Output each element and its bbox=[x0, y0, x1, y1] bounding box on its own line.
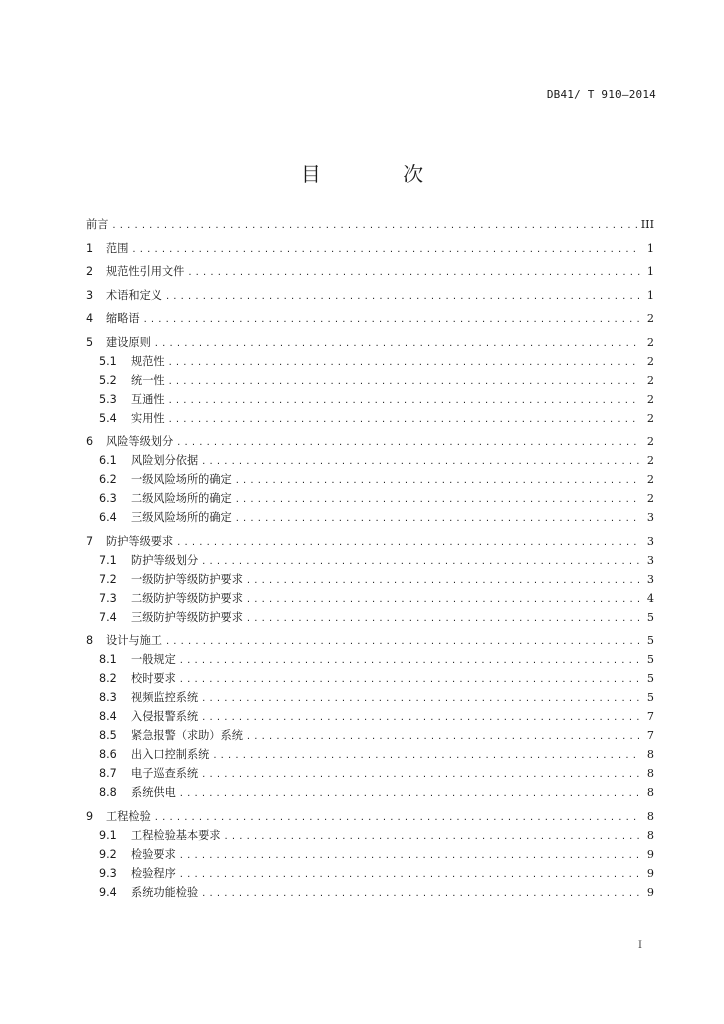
toc-entry-number: 8.5 bbox=[99, 729, 117, 742]
toc-entry-page: 7 bbox=[646, 710, 654, 723]
toc-entry[interactable] bbox=[86, 670, 654, 689]
toc-entry-number: 4 bbox=[86, 312, 94, 325]
toc-entry-label: 统一性 bbox=[131, 373, 165, 387]
toc-entry-number: 1 bbox=[86, 241, 94, 255]
toc-entry-page: 5 bbox=[646, 634, 654, 647]
toc-dot-leader bbox=[177, 537, 640, 548]
toc-entry-number: 6.3 bbox=[99, 492, 117, 505]
toc-dot-leader bbox=[202, 712, 640, 723]
toc-entry-number: 8.4 bbox=[99, 710, 117, 723]
toc-entry-page: 8 bbox=[646, 748, 654, 761]
toc-entry-page: 5 bbox=[646, 610, 654, 624]
toc-entry-label: 出入口控制系统 bbox=[131, 748, 210, 761]
toc-dot-leader bbox=[180, 655, 640, 666]
toc-entry-page: 3 bbox=[646, 511, 654, 524]
toc-entry[interactable] bbox=[86, 240, 654, 259]
toc-entry-number: 6.1 bbox=[99, 454, 117, 467]
toc-entry-label: 系统功能检验 bbox=[131, 885, 199, 899]
toc-entry-number: 8.2 bbox=[99, 672, 117, 685]
toc-entry[interactable] bbox=[86, 490, 654, 509]
toc-entry-page: 9 bbox=[646, 866, 654, 880]
toc-dot-leader bbox=[236, 494, 640, 505]
toc-entry-number: 7.2 bbox=[99, 572, 117, 586]
toc-dot-leader bbox=[202, 556, 640, 567]
toc-entry-label: 设计与施工 bbox=[106, 634, 162, 647]
toc-entry-page: 2 bbox=[646, 435, 654, 448]
toc-entry-label: 术语和定义 bbox=[106, 288, 162, 302]
toc-entry-page: 1 bbox=[646, 265, 654, 278]
toc-entry-label: 前言 bbox=[86, 218, 109, 231]
toc-entry-label: 工程检验基本要求 bbox=[131, 828, 221, 842]
toc-entry-number: 5.3 bbox=[99, 392, 117, 406]
toc-entry-label: 范围 bbox=[106, 241, 129, 255]
toc-entry-number: 9.3 bbox=[99, 866, 117, 880]
toc-dot-leader bbox=[112, 220, 636, 231]
toc-dot-leader bbox=[213, 750, 640, 761]
toc-dot-leader bbox=[144, 314, 640, 325]
toc-entry-label: 一级风险场所的确定 bbox=[131, 473, 232, 486]
toc-entry[interactable] bbox=[86, 689, 654, 708]
toc-entry[interactable] bbox=[86, 632, 654, 651]
toc-entry[interactable] bbox=[86, 471, 654, 490]
toc-entry-page: 2 bbox=[646, 492, 654, 505]
toc-entry[interactable] bbox=[86, 334, 654, 353]
toc-entry[interactable] bbox=[86, 727, 654, 746]
toc-entry-number: 9 bbox=[86, 809, 94, 823]
footer-page-number: I bbox=[638, 940, 642, 951]
toc-entry[interactable] bbox=[86, 452, 654, 471]
toc-entry-number: 7.4 bbox=[99, 610, 117, 624]
toc-entry-page: 4 bbox=[646, 591, 654, 605]
toc-entry[interactable] bbox=[86, 765, 654, 784]
toc-entry[interactable] bbox=[86, 708, 654, 727]
toc-entry-page: 9 bbox=[646, 847, 654, 861]
toc-entry-label: 视频监控系统 bbox=[131, 691, 199, 704]
toc-entry-number: 3 bbox=[86, 288, 94, 302]
toc-entry-number: 2 bbox=[86, 265, 94, 278]
toc-dot-leader bbox=[169, 395, 640, 406]
toc-entry-number: 8.6 bbox=[99, 748, 117, 761]
toc-dot-leader bbox=[169, 414, 640, 425]
toc-entry-number: 7.1 bbox=[99, 553, 117, 567]
toc-entry[interactable] bbox=[86, 263, 654, 282]
toc-entry-number: 8.1 bbox=[99, 653, 117, 666]
toc-dot-leader bbox=[236, 513, 640, 524]
toc-entry-label: 防护等级要求 bbox=[106, 534, 174, 548]
toc-dot-leader bbox=[180, 674, 640, 685]
toc-entry[interactable] bbox=[86, 884, 654, 903]
toc-entry-page: 8 bbox=[646, 809, 654, 823]
toc-dot-leader bbox=[236, 475, 640, 486]
toc-entry[interactable] bbox=[86, 609, 654, 628]
toc-entry[interactable] bbox=[86, 865, 654, 884]
toc-entry[interactable] bbox=[86, 827, 654, 846]
toc-entry[interactable] bbox=[86, 808, 654, 827]
toc-dot-leader bbox=[225, 831, 640, 842]
toc-entry-page: 7 bbox=[646, 729, 654, 742]
toc-entry-page: 2 bbox=[646, 454, 654, 467]
toc-dot-leader bbox=[132, 244, 640, 255]
toc-dot-leader bbox=[169, 376, 640, 387]
toc-entry-page: 8 bbox=[646, 786, 654, 799]
toc-entry[interactable] bbox=[86, 571, 654, 590]
toc-entry-page: 2 bbox=[646, 335, 654, 349]
table-of-contents bbox=[86, 216, 654, 903]
toc-entry-number: 7.3 bbox=[99, 591, 117, 605]
toc-entry-page: 5 bbox=[646, 653, 654, 666]
toc-entry-page: 5 bbox=[646, 672, 654, 685]
toc-entry-number: 5.4 bbox=[99, 411, 117, 425]
toc-entry-label: 三级风险场所的确定 bbox=[131, 511, 232, 524]
toc-entry-page: 2 bbox=[646, 373, 654, 387]
toc-entry[interactable] bbox=[86, 846, 654, 865]
toc-entry-number: 6.2 bbox=[99, 473, 117, 486]
toc-entry-page: 1 bbox=[646, 241, 654, 255]
toc-entry-number: 9.1 bbox=[99, 828, 117, 842]
toc-entry-number: 8.8 bbox=[99, 786, 117, 799]
toc-dot-leader bbox=[247, 613, 640, 624]
toc-entry-number: 7 bbox=[86, 534, 94, 548]
toc-entry-number: 9.2 bbox=[99, 847, 117, 861]
toc-entry[interactable] bbox=[86, 784, 654, 803]
toc-entry-label: 检验程序 bbox=[131, 866, 176, 880]
toc-entry-label: 检验要求 bbox=[131, 847, 176, 861]
toc-entry[interactable] bbox=[86, 651, 654, 670]
toc-entry-page: 1 bbox=[646, 288, 654, 302]
toc-entry-label: 缩略语 bbox=[106, 312, 140, 325]
toc-dot-leader bbox=[180, 788, 640, 799]
toc-entry[interactable] bbox=[86, 391, 654, 410]
toc-entry-page: 5 bbox=[646, 691, 654, 704]
toc-entry[interactable] bbox=[86, 287, 654, 306]
toc-entry-page: 3 bbox=[646, 572, 654, 586]
toc-entry-label: 实用性 bbox=[131, 411, 165, 425]
toc-dot-leader bbox=[155, 812, 640, 823]
toc-entry-number: 5.1 bbox=[99, 354, 117, 368]
toc-entry-number: 6.4 bbox=[99, 511, 117, 524]
toc-dot-leader bbox=[180, 850, 640, 861]
toc-dot-leader bbox=[166, 636, 640, 647]
toc-entry[interactable] bbox=[86, 590, 654, 609]
toc-entry[interactable] bbox=[86, 552, 654, 571]
toc-entry-page: 2 bbox=[646, 354, 654, 368]
toc-dot-leader bbox=[202, 456, 640, 467]
toc-dot-leader bbox=[202, 888, 640, 899]
toc-entry[interactable] bbox=[86, 746, 654, 765]
toc-entry[interactable] bbox=[86, 353, 654, 372]
toc-entry-page: 2 bbox=[646, 473, 654, 486]
toc-entry-number: 5 bbox=[86, 335, 94, 349]
toc-dot-leader bbox=[177, 437, 640, 448]
toc-entry-label: 紧急报警（求助）系统 bbox=[131, 729, 243, 742]
toc-entry-label: 三级防护等级防护要求 bbox=[131, 610, 243, 624]
toc-entry-page: 2 bbox=[646, 411, 654, 425]
toc-entry[interactable] bbox=[86, 433, 654, 452]
toc-entry-label: 校时要求 bbox=[131, 672, 176, 685]
toc-entry-page: 8 bbox=[646, 828, 654, 842]
toc-dot-leader bbox=[202, 769, 640, 780]
toc-entry-number: 8 bbox=[86, 634, 94, 647]
toc-entry-page: 3 bbox=[646, 534, 654, 548]
toc-entry[interactable] bbox=[86, 533, 654, 552]
toc-entry[interactable] bbox=[86, 509, 654, 528]
toc-entry-label: 一级防护等级防护要求 bbox=[131, 572, 243, 586]
document-code: DB41/ T 910—2014 bbox=[546, 88, 656, 101]
toc-entry-label: 系统供电 bbox=[131, 786, 176, 799]
toc-entry-label: 工程检验 bbox=[106, 809, 151, 823]
toc-entry[interactable] bbox=[86, 410, 654, 429]
toc-entry-label: 风险划分依据 bbox=[131, 454, 199, 467]
toc-entry-label: 规范性 bbox=[131, 354, 165, 368]
toc-dot-leader bbox=[188, 267, 640, 278]
toc-entry-label: 建设原则 bbox=[106, 335, 151, 349]
toc-dot-leader bbox=[247, 594, 640, 605]
toc-entry-label: 二级风险场所的确定 bbox=[131, 492, 232, 505]
toc-entry-page: 9 bbox=[646, 885, 654, 899]
toc-dot-leader bbox=[180, 869, 640, 880]
toc-entry-label: 电子巡查系统 bbox=[131, 767, 199, 780]
toc-entry-label: 防护等级划分 bbox=[131, 553, 199, 567]
toc-entry-label: 规范性引用文件 bbox=[106, 265, 185, 278]
toc-entry-label: 风险等级划分 bbox=[106, 435, 174, 448]
toc-entry-page: 8 bbox=[646, 767, 654, 780]
toc-entry-number: 8.7 bbox=[99, 767, 117, 780]
toc-entry-label: 二级防护等级防护要求 bbox=[131, 591, 243, 605]
toc-entry-number: 6 bbox=[86, 435, 94, 448]
toc-dot-leader bbox=[247, 731, 640, 742]
toc-entry-page: 2 bbox=[646, 312, 654, 325]
toc-entry-number: 9.4 bbox=[99, 885, 117, 899]
toc-entry-page: 2 bbox=[646, 392, 654, 406]
toc-dot-leader bbox=[166, 291, 640, 302]
toc-dot-leader bbox=[169, 357, 640, 368]
toc-entry-label: 互通性 bbox=[131, 392, 165, 406]
toc-dot-leader bbox=[202, 693, 640, 704]
toc-entry[interactable] bbox=[86, 216, 654, 235]
toc-entry-page: 3 bbox=[646, 553, 654, 567]
toc-dot-leader bbox=[155, 338, 640, 349]
toc-dot-leader bbox=[247, 575, 640, 586]
toc-entry-number: 8.3 bbox=[99, 691, 117, 704]
toc-entry-number: 5.2 bbox=[99, 373, 117, 387]
toc-entry[interactable] bbox=[86, 372, 654, 391]
toc-entry-label: 一般规定 bbox=[131, 653, 176, 666]
toc-entry[interactable] bbox=[86, 310, 654, 329]
toc-entry-page: III bbox=[640, 218, 654, 231]
page-title: 目 次 bbox=[300, 162, 462, 186]
toc-entry-label: 入侵报警系统 bbox=[131, 710, 199, 723]
